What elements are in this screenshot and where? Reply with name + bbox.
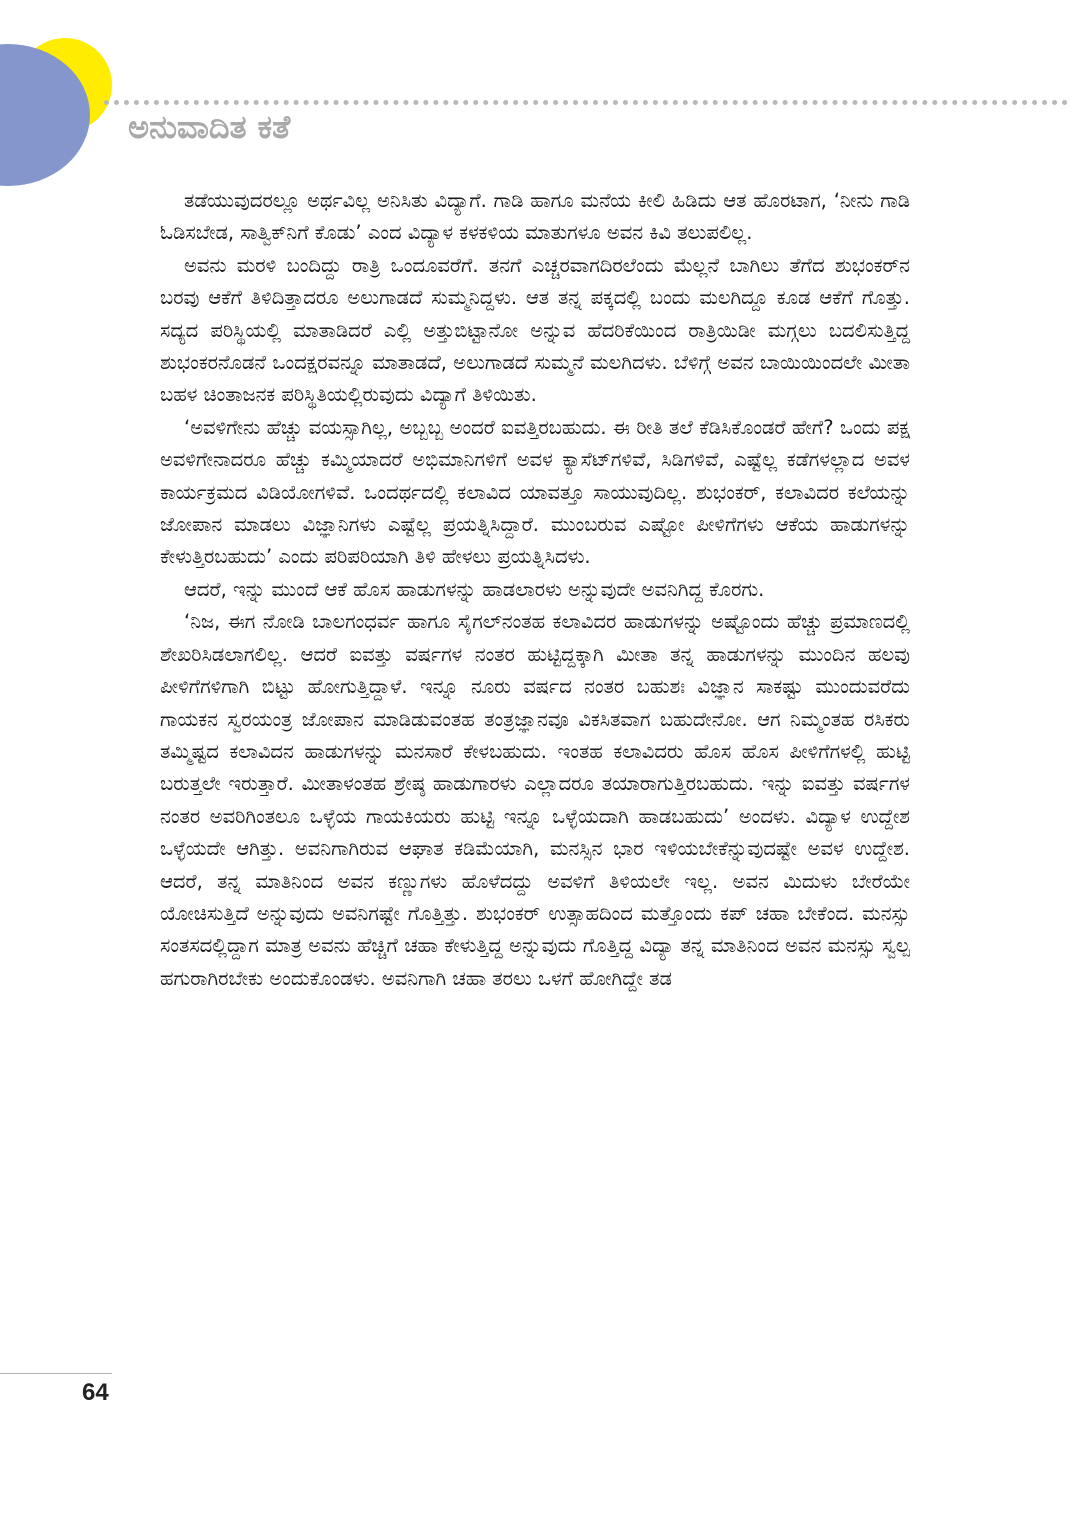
paragraph-1: ತಡೆಯುವುದರಲ್ಲೂ ಅರ್ಥವಿಲ್ಲ ಅನಿಸಿತು ವಿದ್ಯಾಗೆ. ಗಾಡಿ ಹಾಗೂ ಮನೆಯ ಕೀಲಿ ಹಿಡಿದು ಆತ ಹೊರಟಾಗ, ‘ನೀನು ಗಾಡಿ ಓಡಿಸಬೇಡ, ಸಾತ್ವಿಕ್‌ನಿಗೆ ಕೊಡು’ ಎಂದ ವಿದ್ಯಾಳ ಕಳಕಳಿಯ ಮಾತುಗಳೂ ಅವನ ಕಿವಿ ತಲುಪಲಿಲ್ಲ. [160,189,910,245]
section-title: ಅನುವಾದಿತ ಕತೆ [128,108,291,146]
paragraph-3: ‘ಅವಳಿಗೇನು ಹೆಚ್ಚು ವಯಸ್ಸಾಗಿಲ್ಲ, ಅಬ್ಬಬ್ಬ ಅಂದರೆ ಐವತ್ತಿರಬಹುದು. ಈ ರೀತಿ ತಲೆ ಕೆಡಿಸಿಕೊಂಡರೆ ಹೇಗೆ? ಒಂದು ಪಕ್ಷ ಅವಳಿಗೇನಾದರೂ ಹೆಚ್ಚು ಕಮ್ಮಿಯಾದರೆ ಅಭಿಮಾನಿಗಳಿಗೆ ಅವಳ ಕ್ಯಾಸೆಟ್‌ಗಳಿವೆ, ಸಿಡಿಗಳಿವೆ, ಎಷ್ಟೆಲ್ಲ ಕಡೆಗಳಲ್ಲಾದ ಅವಳ ಕಾರ್ಯಕ್ರಮದ ವಿಡಿಯೋಗಳಿವೆ. ಒಂದರ್ಥದಲ್ಲಿ ಕಲಾವಿದ ಯಾವತ್ತೂ ಸಾಯುವುದಿಲ್ಲ. ಶುಭಂಕರ್, ಕಲಾವಿದರ ಕಲೆಯನ್ನು ಜೋಪಾನ ಮಾಡಲು ವಿಜ್ಞಾನಿಗಳು ಎಷ್ಟೆಲ್ಲ ಪ್ರಯತ್ನಿಸಿದ್ದಾರೆ. ಮುಂಬರುವ ಎಷ್ಟೋ ಪೀಳಿಗೆಗಳು ಆಕೆಯ ಹಾಡುಗಳನ್ನು ಕೇಳುತ್ತಿರಬಹುದು’ ಎಂದು ಪರಿಪರಿಯಾಗಿ ತಿಳಿ ಹೇಳಲು ಪ್ರಯತ್ನಿಸಿದಳು. [160,415,910,569]
paragraph-4: ಆದರೆ, ಇನ್ನು ಮುಂದೆ ಆಕೆ ಹೊಸ ಹಾಡುಗಳನ್ನು ಹಾಡಲಾರಳು ಅನ್ನುವುದೇ ಅವನಿಗಿದ್ದ ಕೊರಗು. [184,577,765,601]
story-body [160,185,910,995]
paragraph-5: ‘ನಿಜ, ಈಗ ನೋಡಿ ಬಾಲಗಂಧರ್ವ ಹಾಗೂ ಸೈಗಲ್‌ನಂತಹ ಕಲಾವಿದರ ಹಾಡುಗಳನ್ನು ಅಷ್ಟೊಂದು ಹೆಚ್ಚು ಪ್ರಮಾಣದಲ್ಲಿ ಶೇಖರಿಸಿಡಲಾಗಲಿಲ್ಲ. ಆದರೆ ಐವತ್ತು ವರ್ಷಗಳ ನಂತರ ಹುಟ್ಟಿದ್ದಕ್ಕಾಗಿ ಮೀತಾ ತನ್ನ ಹಾಡುಗಳನ್ನು ಮುಂದಿನ ಹಲವು ಪೀಳಿಗೆಗಳಿಗಾಗಿ ಬಿಟ್ಟು ಹೋಗುತ್ತಿದ್ದಾಳೆ. ಇನ್ನೂ ನೂರು ವರ್ಷದ ನಂತರ ಬಹುಶಃ ವಿಜ್ಞಾನ ಸಾಕಷ್ಟು ಮುಂದುವರೆದು ಗಾಯಕನ ಸ್ವರಯಂತ್ರ ಜೋಪಾನ ಮಾಡಿಡುವಂತಹ ತಂತ್ರಜ್ಞಾನವೂ ವಿಕಸಿತವಾಗ ಬಹುದೇನೋ. ಆಗ ನಿಮ್ಮಂತಹ ರಸಿಕರು ತಮ್ಮಿಷ್ಟದ ಕಲಾವಿದನ ಹಾಡುಗಳನ್ನು ಮನಸಾರೆ ಕೇಳಬಹುದು. ಇಂತಹ ಕಲಾವಿದರು ಹೊಸ ಹೊಸ ಪೀಳಿಗೆಗಳಲ್ಲಿ ಹುಟ್ಟಿ ಬರುತ್ತಲೇ ಇರುತ್ತಾರೆ. ಮೀತಾಳಂತಹ ಶ್ರೇಷ್ಠ ಹಾಡುಗಾರಳು ಎಲ್ಲಾದರೂ ತಯಾರಾಗುತ್ತಿರಬಹುದು. ಇನ್ನು ಐವತ್ತು ವರ್ಷಗಳ ನಂತರ ಅವರಿಗಿಂತಲೂ ಒಳ್ಳೆಯ ಗಾಯಕಿಯರು ಹುಟ್ಟಿ ಇನ್ನೂ ಒಳ್ಳೆಯದಾಗಿ ಹಾಡಬಹುದು’ ಅಂದಳು. ವಿದ್ಯಾಳ ಉದ್ದೇಶ ಒಳ್ಳೆಯದೇ ಆಗಿತ್ತು. ಅವನಿಗಾಗಿರುವ ಆಘಾತ ಕಡಿಮೆಯಾಗಿ, ಮನಸ್ಸಿನ ಭಾರ ಇಳಿಯಬೇಕೆನ್ನುವುದಷ್ಟೇ ಅವಳ ಉದ್ದೇಶ. ಆದರೆ, ತನ್ನ ಮಾತಿನಿಂದ ಅವನ ಕಣ್ಣುಗಳು ಹೊಳೆದದ್ದು ಅವಳಿಗೆ ತಿಳಿಯಲೇ ಇಲ್ಲ. ಅವನ ಮಿದುಳು ಬೇರೆಯೇ ಯೋಚಿಸುತ್ತಿದೆ ಅನ್ನುವುದು ಅವನಿಗಷ್ಟೇ ಗೊತ್ತಿತ್ತು. ಶುಭಂಕರ್ ಉತ್ಸಾಹದಿಂದ ಮತ್ತೊಂದು ಕಪ್ ಚಹಾ ಬೇಕೆಂದ. ಮನಸ್ಸು ಸಂತಸದಲ್ಲಿದ್ದಾಗ ಮಾತ್ರ ಅವನು ಹೆಚ್ಚಿಗೆ ಚಹಾ ಕೇಳುತ್ತಿದ್ದ ಅನ್ನುವುದು ಗೊತ್ತಿದ್ದ ವಿದ್ಯಾ ತನ್ನ ಮಾತಿನಿಂದ ಅವನ ಮನಸ್ಸು ಸ್ವಲ್ಪ ಹಗುರಾಗಿರಬೇಕು ಅಂದುಕೊಂಡಳು. ಅವನಿಗಾಗಿ ಚಹಾ ತರಲು ಒಳಗೆ ಹೋಗಿದ್ದೇ ತಡ [160,610,910,990]
paragraph-2: ಅವನು ಮರಳಿ ಬಂದಿದ್ದು ರಾತ್ರಿ ಒಂದೂವರೆಗೆ. ತನಗೆ ಎಚ್ಚರವಾಗದಿರಲೆಂದು ಮೆಲ್ಲನೆ ಬಾಗಿಲು ತೆಗೆದ ಶುಭಂಕರ್‌ನ ಬರವು ಆಕೆಗೆ ತಿಳಿದಿತ್ತಾದರೂ ಅಲುಗಾಡದೆ ಸುಮ್ಮನಿದ್ದಳು. ಆತ ತನ್ನ ಪಕ್ಕದಲ್ಲಿ ಬಂದು ಮಲಗಿದ್ದೂ ಕೂಡ ಆಕೆಗೆ ಗೊತ್ತು. ಸದ್ಯದ ಪರಿಸ್ಥಿಯಲ್ಲಿ ಮಾತಾಡಿದರೆ ಎಲ್ಲಿ ಅತ್ತುಬಿಟ್ಟಾನೋ ಅನ್ನುವ ಹೆದರಿಕೆಯಿಂದ ರಾತ್ರಿಯಿಡೀ ಮಗ್ಗಲು ಬದಲಿಸುತ್ತಿದ್ದ ಶುಭಂಕರನೊಡನೆ ಒಂದಕ್ಷರವನ್ನೂ ಮಾತಾಡದೆ, ಅಲುಗಾಡದೆ ಸುಮ್ಮನೆ ಮಲಗಿದಳು. ಬೆಳಿಗ್ಗೆ ಅವನ ಬಾಯಿಯಿಂದಲೇ ಮೀತಾ ಬಹಳ ಚಿಂತಾಜನಕ ಪರಿಸ್ಥಿತಿಯಲ್ಲಿರುವುದು ವಿದ್ಯಾಗೆ ತಿಳಿಯಿತು. [160,253,910,407]
footer-rule [0,1373,112,1374]
page-number: 64 [82,1379,109,1406]
